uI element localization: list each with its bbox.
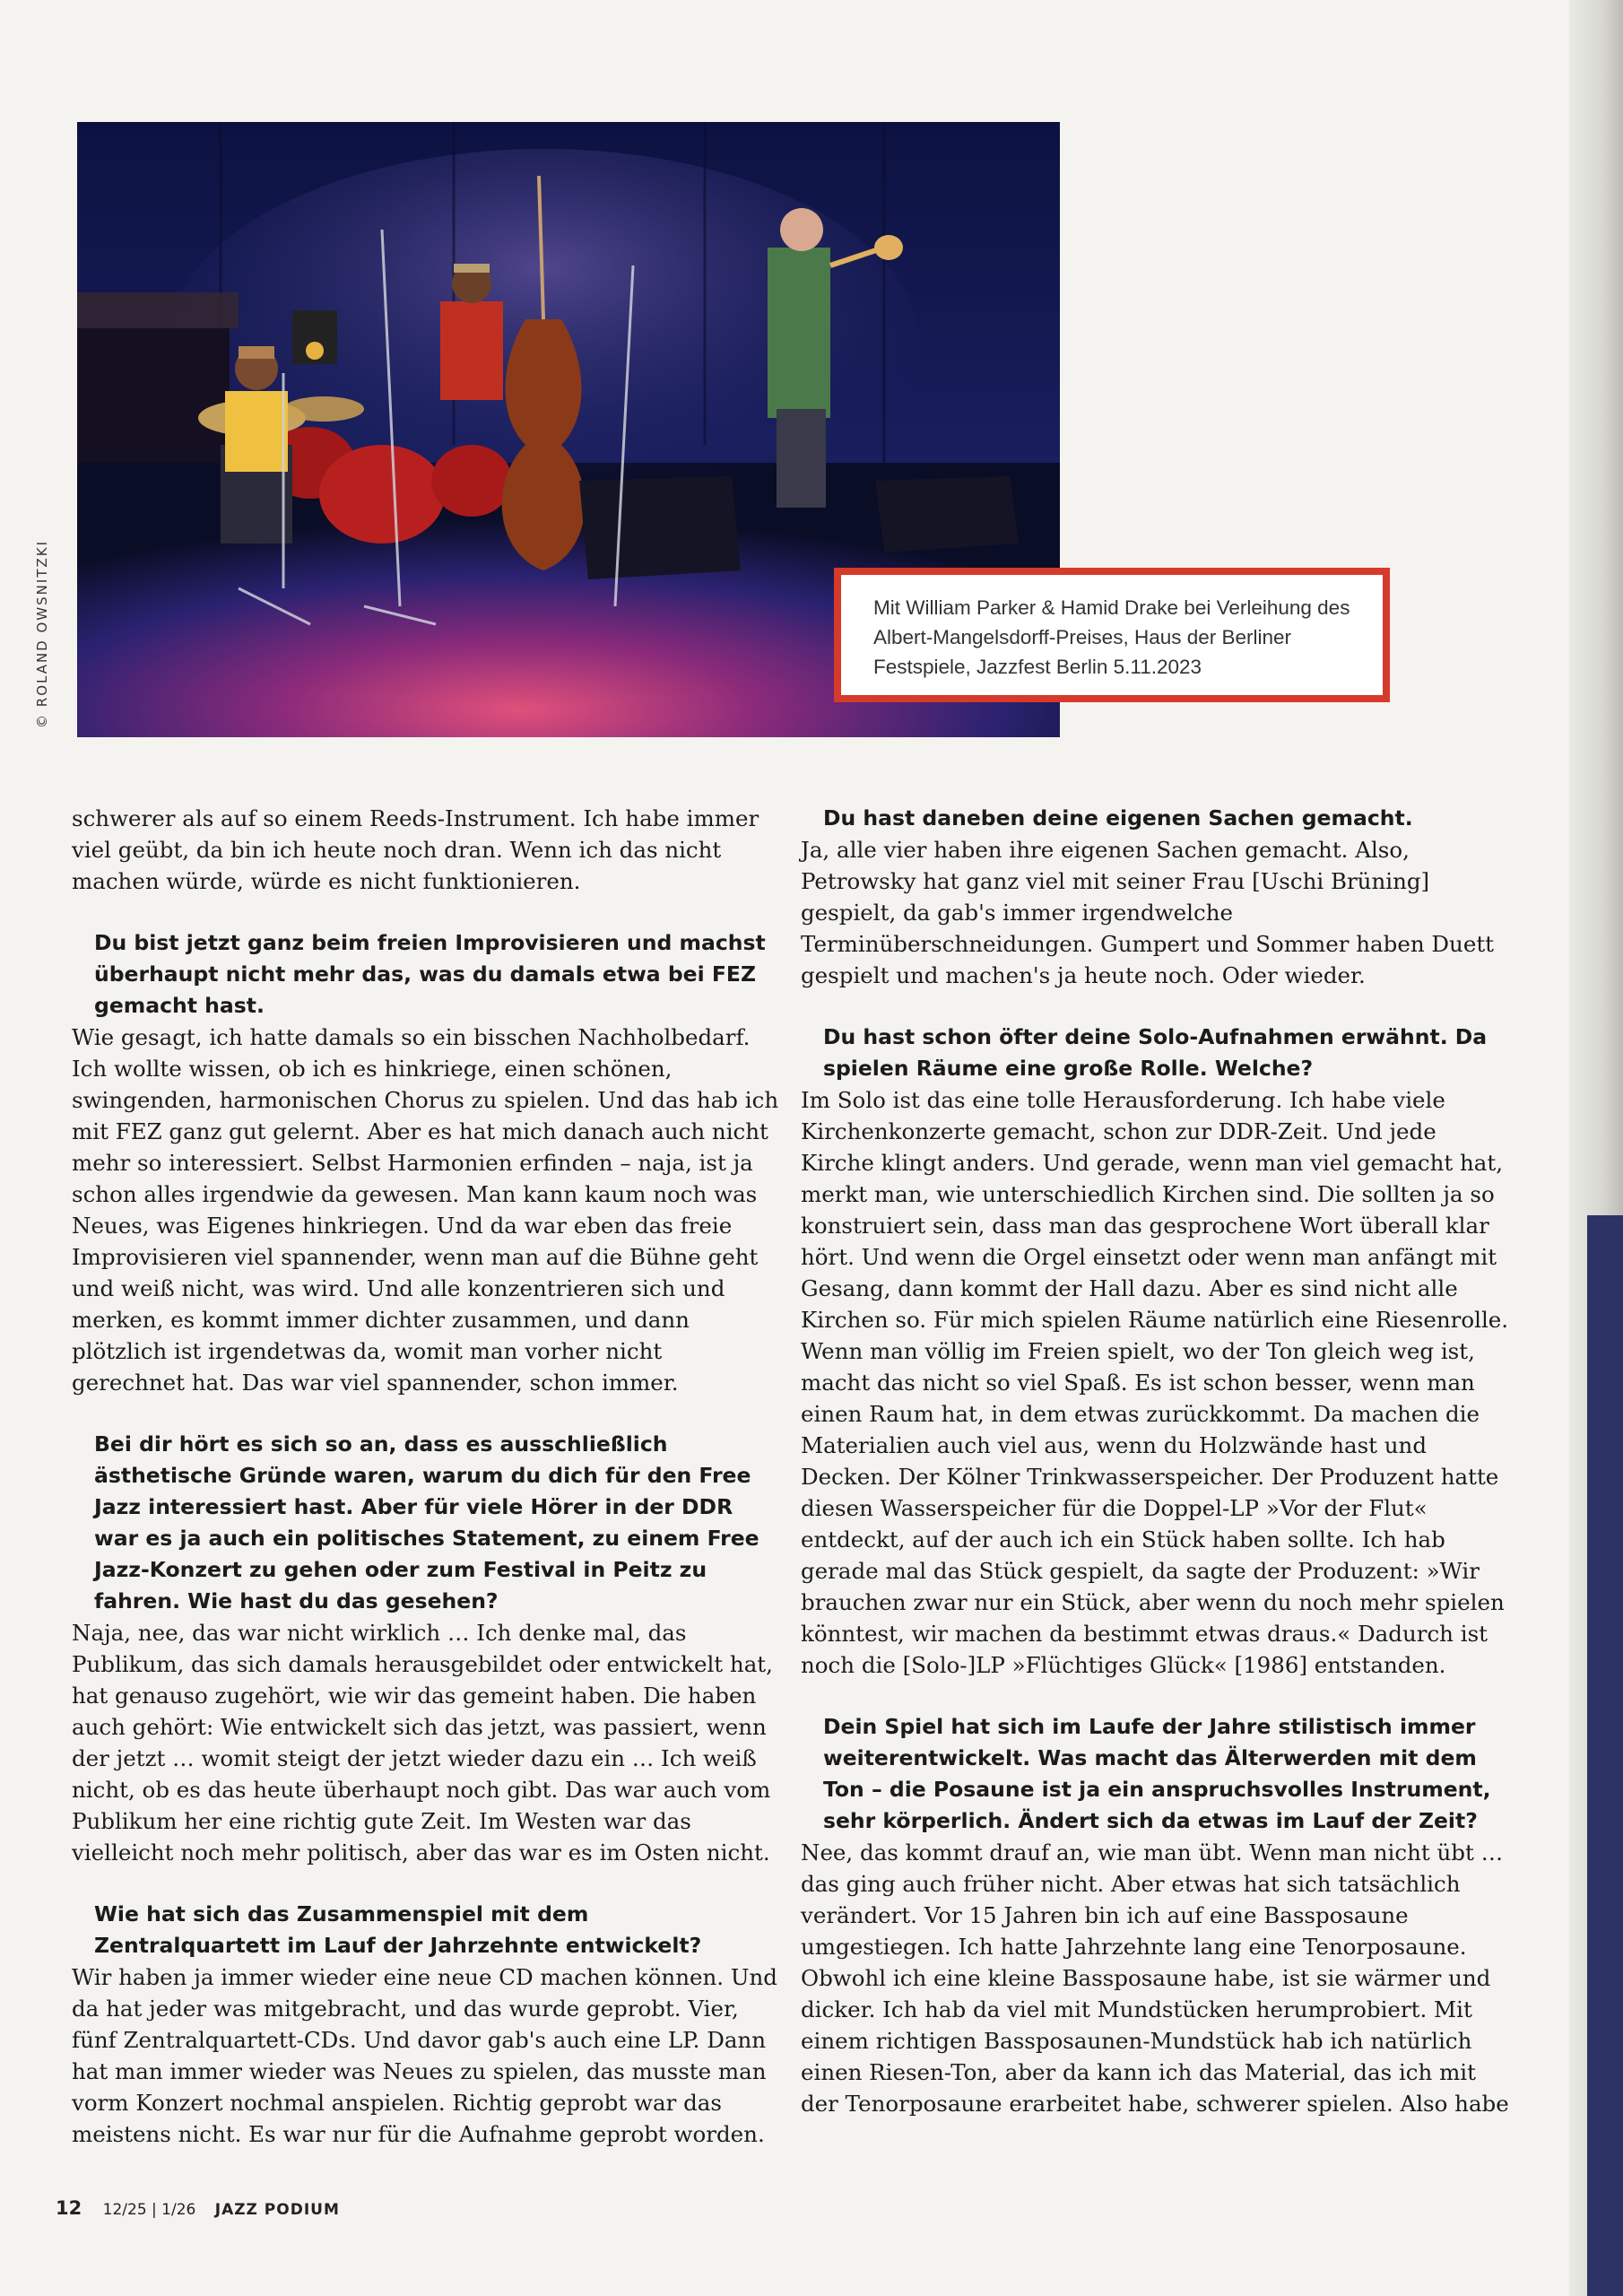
answer-paragraph: Wie gesagt, ich hatte damals so ein bisschen Nachholbedarf. Ich wollte wissen, ob ich es hinkriege, einen schönen, swingenden, harmonischen Chorus zu spielen. Und das hab ich mit FEZ ganz gut gelernt. Aber es hat mich danach auch nicht mehr so interessiert. Selbst Harmonien erfinden – naja, ist ja schon alles irgendwie da gewesen. Man kann kaum noch was Neues, was Eigenes hinkriegen. Und da war eben das freie Improvisieren viel spannender, wenn man auf die Bühne geht und weiß nicht, was wird. Und alle konzentrieren sich und merken, es kommt immer dichter zusammen, und dann plötzlich ist irgendetwas da, womit man vorher nicht gerechnet hat. Das war viel spannender, schon immer. (72, 1024, 779, 1396)
photo-caption (834, 568, 1390, 702)
interview-question: Du hast schon öfter deine Solo-Aufnahmen erwähnt. Da spielen Räume eine große Rolle. Welche? (823, 1024, 1488, 1081)
issue-number: 12/25 | 1/26 (102, 2201, 196, 2219)
answer-paragraph: schwerer als auf so einem Reeds-Instrument. Ich habe immer viel geübt, da bin ich heute noch dran. Wenn ich das nicht machen würde, würde es nicht funktionieren. (72, 805, 759, 894)
photo-caption-text: Mit William Parker & Hamid Drake bei Verleihung des Albert-Mangelsdorff-Preises, Haus der Berliner Festspiele, Jazzfest Berlin 5.11.2023 (873, 596, 1350, 678)
answer-paragraph: Wir haben ja immer wieder eine neue CD machen können. Und da hat jeder was mitgebracht, und das wurde geprobt. Vier, fünf Zentralquartett-CDs. Und davor gab's auch eine LP. Dann hat man immer wieder was Neues zu spielen, das musste man vorm Konzert nochmal anspielen. Richtig geprobt war das meistens nicht. Es war nur für die Aufnahme geprobt worden. (72, 1964, 777, 2147)
magazine-name: JAZZ PODIUM (214, 2201, 340, 2219)
interview-question: Dein Spiel hat sich im Laufe der Jahre stilistisch immer weiterentwickelt. Was macht das Älterwerden mit dem Ton – die Posaune ist ja ein anspruchsvolles Instrument, sehr körperlich. Ändert sich da etwas im Lauf der Zeit? (823, 1714, 1491, 1833)
right-column (801, 803, 1509, 2119)
left-column (72, 803, 780, 2150)
answer-paragraph: Naja, nee, das war nicht wirklich … Ich denke mal, das Publikum, das sich damals herausgebildet oder entwickelt hat, hat genauso zugehört, wie wir das gemeint haben. Die haben auch gehört: Wie entwickelt sich das jetzt, was passiert, wenn der jetzt … womit steigt der jetzt wieder dazu ein … Ich weiß nicht, ob es das heute überhaupt noch gibt. Das war auch vom Publikum her eine richtig gute Zeit. Im Westen war das vielleicht noch mehr politisch, aber das war es im Osten nicht. (72, 1620, 773, 1866)
page-footer (56, 2197, 340, 2219)
photo-credit: © ROLAND OWSNITZKI (34, 539, 50, 728)
page-number: 12 (56, 2197, 82, 2219)
answer-paragraph: Im Solo ist das eine tolle Herausforderung. Ich habe viele Kirchenkonzerte gemacht, schon zur DDR-Zeit. Und jede Kirche klingt anders. Und gerade, wenn man viel gemacht hat, merkt man, wie unterschiedlich Kirchen sind. Die sollten ja so konstruiert sein, dass man das gesprochene Wort überall klar hört. Und wenn die Orgel einsetzt oder wenn man anfängt mit Gesang, dann kommt der Hall dazu. Aber es sind nicht alle Kirchen so. Für mich spielen Räume natürlich eine Riesenrolle. Wenn man völlig im Freien spielt, wo der Ton gleich weg ist, macht das nicht so viel Spaß. Es ist schon besser, wenn man einen Raum hat, in dem etwas zurückkommt. Da machen die Materialien auch viel aus, wenn du Holzwände hast und Decken. Der Kölner Trinkwasserspeicher. Der Produzent hatte diesen Wasserspeicher für die Doppel-LP »Vor der Flut« entdeckt, auf der auch ich ein Stück haben sollte. Ich hab gerade mal das Stück gespielt, da sagte der Produzent: »Wir brauchen zwar nur ein Stück, aber wenn du noch mehr spielen könntest, wir machen da bestimmt etwas draus.« Dadurch ist noch die [Solo-]LP »Flüchtiges Glück« [1986] entstanden. (801, 1087, 1509, 1678)
interview-question: Bei dir hört es sich so an, dass es ausschließlich ästhetische Gründe waren, warum du dich für den Free Jazz interessiert hast. Aber für viele Hörer in der DDR war es ja auch ein politisches Statement, zu einem Free Jazz-Konzert zu gehen oder zum Festival in Peitz zu fahren. Wie hast du das gesehen? (94, 1431, 759, 1613)
answer-paragraph: Nee, das kommt drauf an, wie man übt. Wenn man nicht übt … das ging auch früher nicht. Aber etwas hat sich tatsächlich verändert. Vor 15 Jahren bin ich auf eine Bassposaune umgestiegen. Ich hatte Jahrzehnte lang eine Tenorposaune. Obwohl ich eine kleine Bassposaune habe, ist sie wärmer und dicker. Ich hab da viel mit Mundstücken herumprobiert. Mit einem richtigen Bassposaunen-Mundstück hab ich natürlich einen Riesen-Ton, aber da kann ich das Material, das ich mit der Tenorposaune erarbeitet habe, schwerer spielen. Also habe (801, 1839, 1509, 2117)
answer-paragraph: Ja, alle vier haben ihre eigenen Sachen gemacht. Also, Petrowsky hat ganz viel mit seiner Frau [Uschi Brüning] gespielt, da gab's immer irgendwelche Terminüberschneidungen. Gumpert und Sommer haben Duett gespielt und machen's ja heute noch. Oder wieder. (801, 837, 1495, 988)
interview-question: Du bist jetzt ganz beim freien Improvisieren und machst überhaupt nicht mehr das, was du damals etwa bei FEZ gemacht hast. (94, 930, 766, 1018)
interview-question: Du hast daneben deine eigenen Sachen gemacht. (823, 805, 1413, 831)
next-page-color-strip (1587, 1215, 1623, 2296)
interview-question: Wie hat sich das Zusammenspiel mit dem Zentralquartett im Lauf der Jahrzehnte entwickelt? (94, 1901, 702, 1958)
